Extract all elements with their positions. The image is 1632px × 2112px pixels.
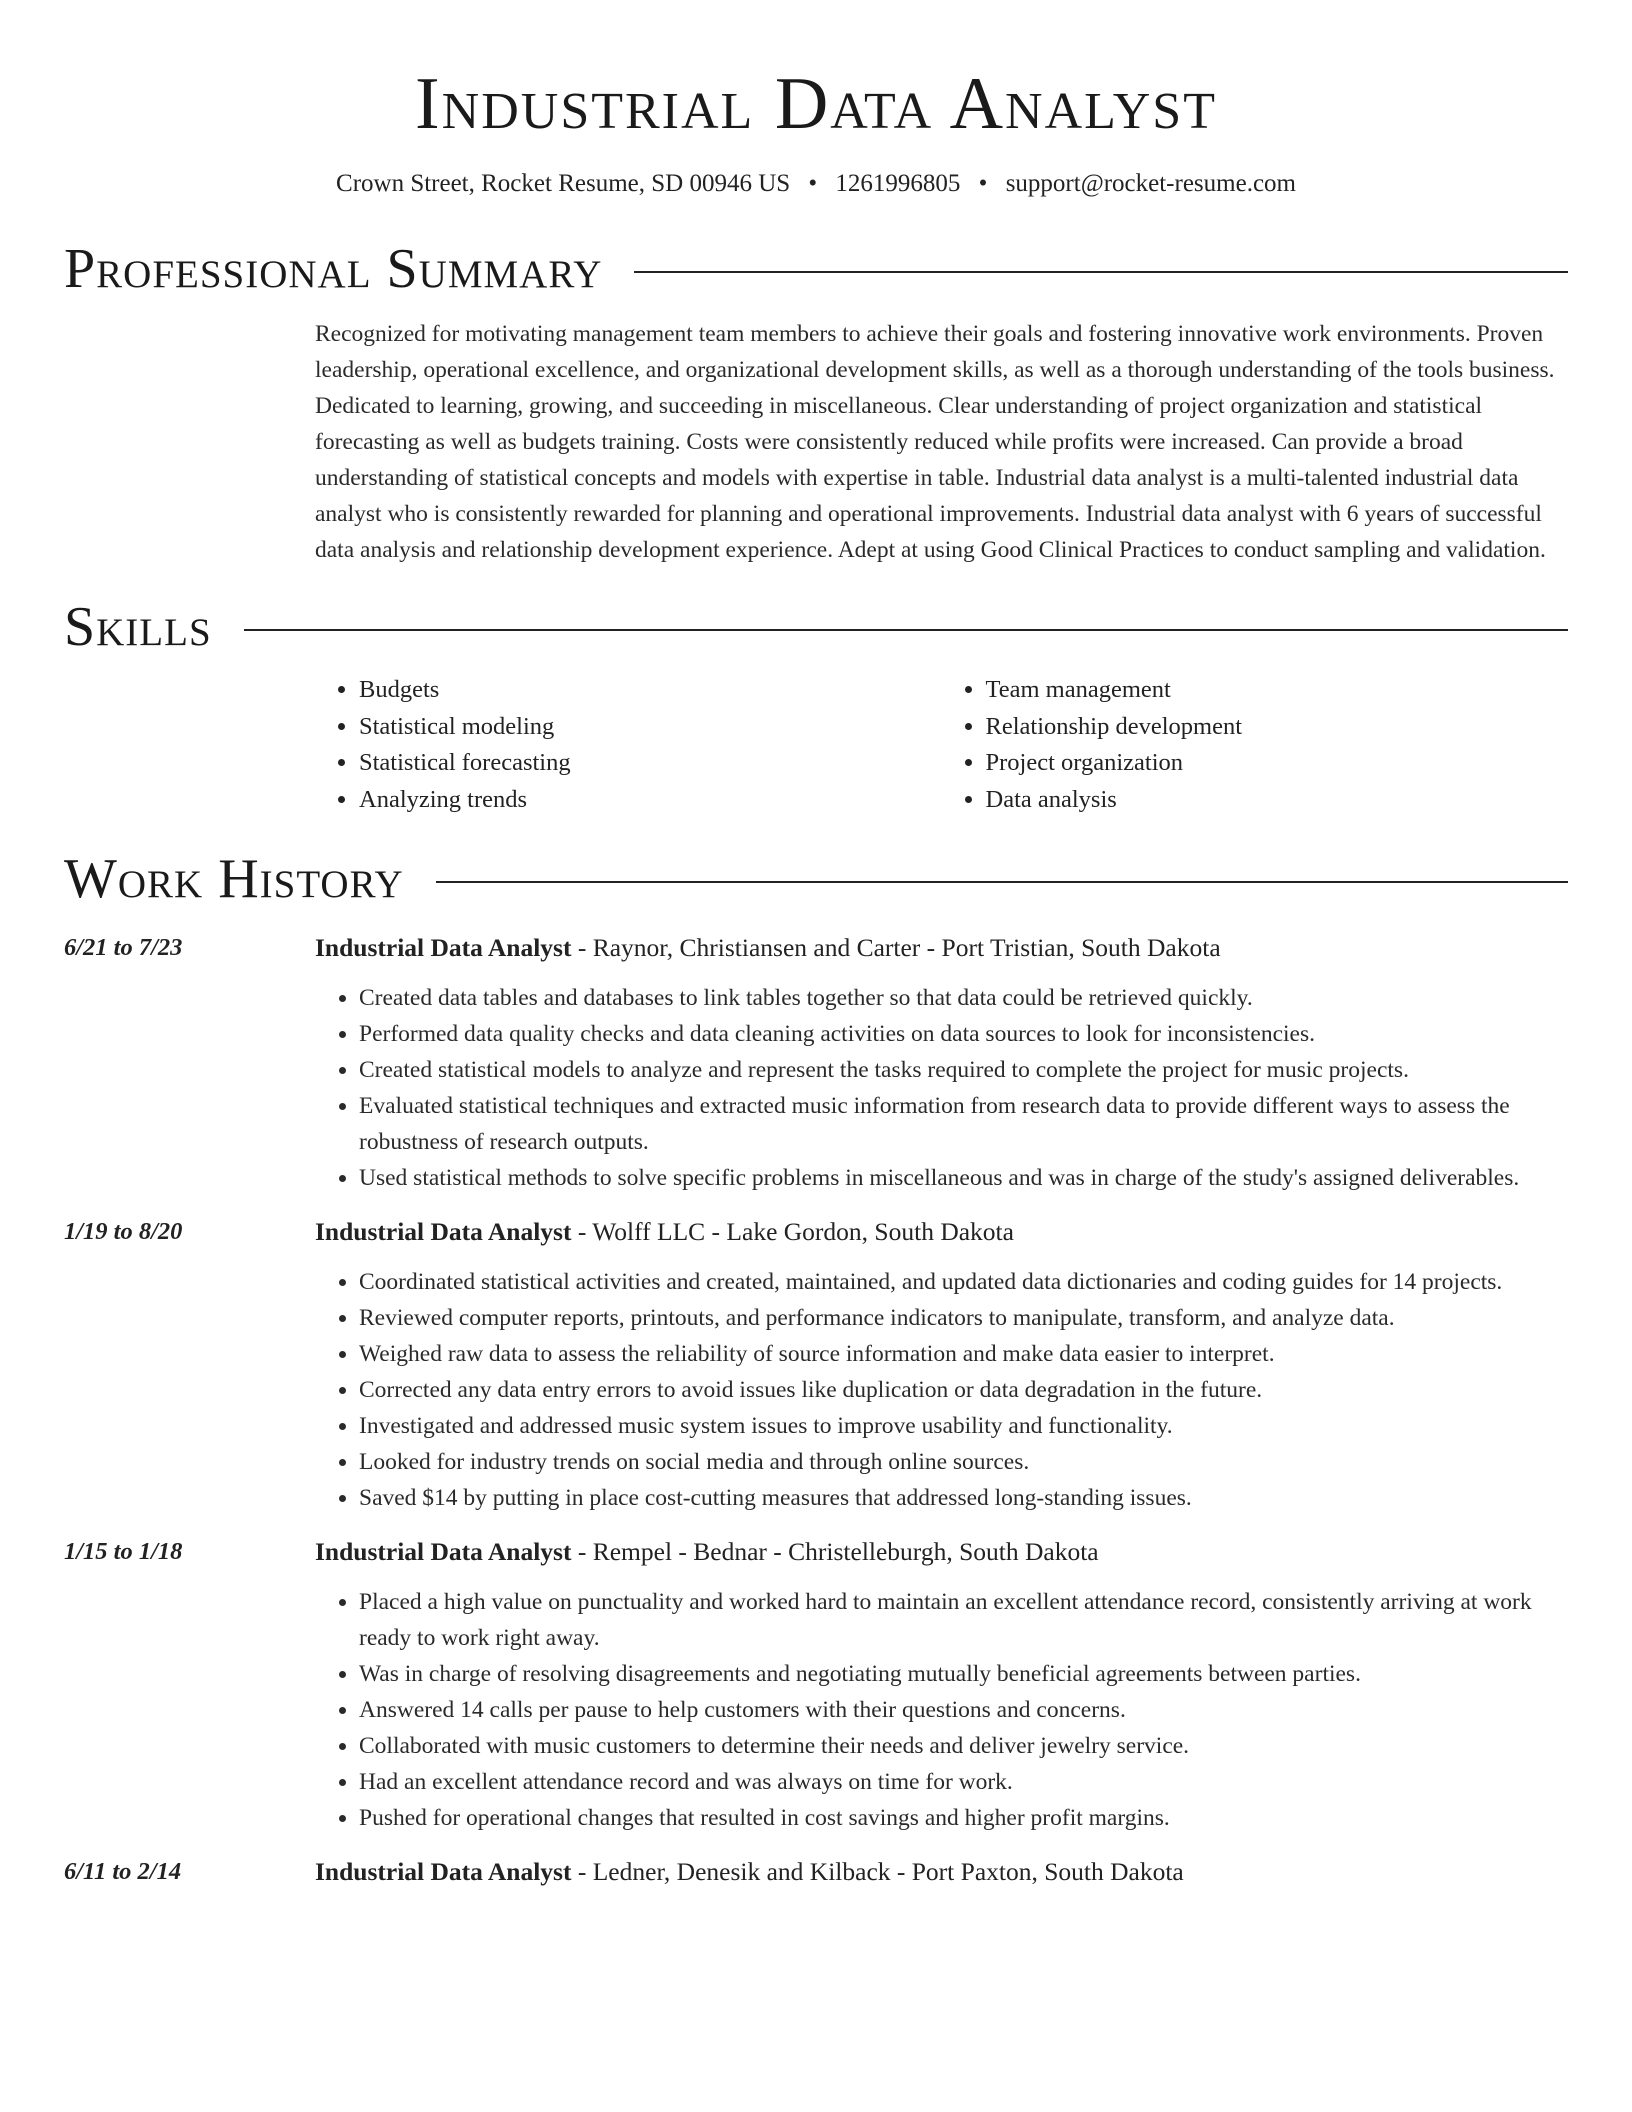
skill-item: • Relationship development [986,709,1569,746]
job-entry [64,1534,1568,1836]
job-bullet: • Coordinated statistical activities and created, maintained, and updated data dictionaries and coding guides for 14 projects. [359,1264,1568,1300]
contact-phone: 1261996805 [835,170,961,197]
job-entry [64,1214,1568,1516]
job-bullet: • Investigated and addressed music system issues to improve usability and functionality. [359,1408,1568,1444]
job-bullet: • Corrected any data entry errors to avoid issues like duplication or data degradation in the future. [359,1372,1568,1408]
job-title-line [315,930,1568,966]
skills-list [315,672,1568,818]
job-entry [64,930,1568,1196]
skill-item: • Analyzing trends [359,782,942,819]
job-company-location: - Raynor, Christiansen and Carter - Port Tristian, South Dakota [571,933,1221,962]
job-bullet: • Created data tables and databases to link tables together so that data could be retrieved quickly. [359,980,1568,1016]
job-bullet: • Created statistical models to analyze and represent the tasks required to complete the project for music projects. [359,1052,1568,1088]
skill-item: • Statistical forecasting [359,745,942,782]
skill-item: • Data analysis [986,782,1569,819]
job-bullet: • Saved $14 by putting in place cost-cutting measures that addressed long-standing issues. [359,1480,1568,1516]
job-bullet: • Used statistical methods to solve specific problems in miscellaneous and was in charge of the study's assigned deliverables. [359,1160,1568,1196]
job-dates: 6/21 to 7/23 [64,934,183,961]
contact-address: Crown Street, Rocket Resume, SD 00946 US [336,170,791,197]
contact-line [64,168,1568,200]
job-body [315,1214,1568,1516]
job-bullet: • Reviewed computer reports, printouts, and performance indicators to manipulate, transform, and analyze data. [359,1300,1568,1336]
job-bullets [315,980,1568,1196]
job-bullets [315,1264,1568,1516]
work-heading: Work History [64,848,404,910]
job-dates: 1/19 to 8/20 [64,1218,183,1245]
job-bullet: • Weighed raw data to assess the reliability of source information and make data easier to interpret. [359,1336,1568,1372]
job-bullet: • Evaluated statistical techniques and extracted music information from research data to provide different ways to assess the robustness of research outputs. [359,1088,1568,1160]
summary-section-header [64,238,1568,300]
job-bullet: • Collaborated with music customers to determine their needs and deliver jewelry service. [359,1728,1568,1764]
section-divider [634,271,1568,273]
job-body [315,1854,1568,1890]
job-bullet: • Answered 14 calls per pause to help customers with their questions and concerns. [359,1692,1568,1728]
skills-column-left [315,672,942,818]
section-divider [436,881,1568,883]
work-history-list [64,930,1568,1890]
job-title: Industrial Data Analyst [315,1857,572,1886]
job-title-line [315,1214,1568,1250]
skills-column-right [942,672,1569,818]
job-company-location: - Ledner, Denesik and Kilback - Port Paxton, South Dakota [571,1857,1184,1886]
skill-item: • Budgets [359,672,942,709]
job-body [315,930,1568,1196]
job-bullets [315,1584,1568,1836]
job-bullet: • Pushed for operational changes that resulted in cost savings and higher profit margins. [359,1800,1568,1836]
contact-separator: • [808,170,818,197]
job-title-line [315,1854,1568,1890]
job-title-line [315,1534,1568,1570]
skill-item: • Team management [986,672,1569,709]
job-title: Industrial Data Analyst [315,933,572,962]
job-dates: 6/11 to 2/14 [64,1858,182,1885]
section-divider [244,629,1568,631]
contact-separator: • [978,170,988,197]
skill-item: • Statistical modeling [359,709,942,746]
job-title: Industrial Data Analyst [315,1217,572,1246]
job-title: Industrial Data Analyst [315,1537,572,1566]
skill-item: • Project organization [986,745,1569,782]
work-section-header [64,848,1568,910]
job-bullet: • Placed a high value on punctuality and worked hard to maintain an excellent attendance record, consistently arriving at work ready to work right away. [359,1584,1568,1656]
job-bullet: • Performed data quality checks and data cleaning activities on data sources to look for inconsistencies. [359,1016,1568,1052]
summary-text: Recognized for motivating management team members to achieve their goals and fostering innovative work environments. Proven leadership, operational excellence, and organizational development skills, as well as a thorough understanding of the tools business. Dedicated to learning, growing, and succeeding in miscellaneous. Clear understanding of project organization and statistical forecasting as well as budgets training. Costs were consistently reduced while profits were increased. Can provide a broad understanding of statistical concepts and models with expertise in table. Industrial data analyst is a multi-talented industrial data analyst who is consistently rewarded for planning and operational improvements. Industrial data analyst with 6 years of successful data analysis and relationship development experience. Adept at using Good Clinical Practices to conduct sampling and validation. [315,321,1555,563]
summary-heading: Professional Summary [64,238,603,300]
job-bullet: • Had an excellent attendance record and was always on time for work. [359,1764,1568,1800]
job-company-location: - Rempel - Bednar - Christelleburgh, South Dakota [571,1537,1099,1566]
job-company-location: - Wolff LLC - Lake Gordon, South Dakota [571,1217,1014,1246]
resume-name: Industrial Data Analyst [415,63,1217,145]
job-bullet: • Was in charge of resolving disagreements and negotiating mutually beneficial agreements between parties. [359,1656,1568,1692]
skills-heading: Skills [64,596,212,658]
skills-section-header [64,596,1568,658]
contact-email: support@rocket-resume.com [1005,170,1296,197]
job-bullet: • Looked for industry trends on social media and through online sources. [359,1444,1568,1480]
job-dates: 1/15 to 1/18 [64,1538,183,1565]
job-body [315,1534,1568,1836]
job-entry [64,1854,1568,1890]
